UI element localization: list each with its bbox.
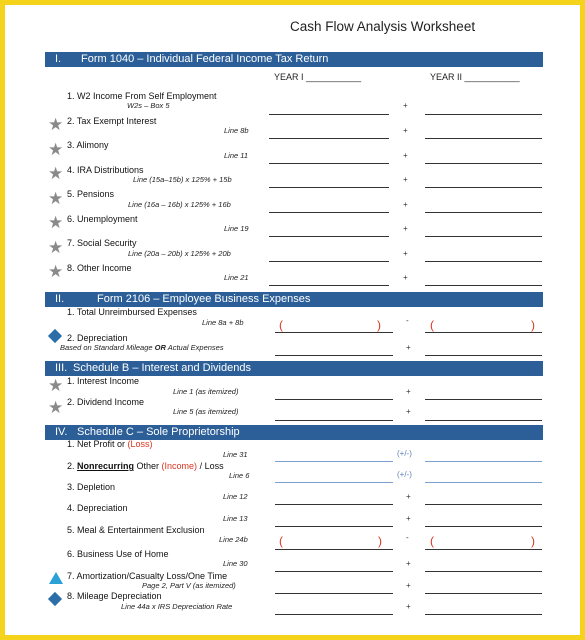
s4-row-5-label: 5. Meal & Entertainment Exclusion bbox=[67, 525, 205, 535]
s1-row-4-year2-field[interactable] bbox=[425, 187, 542, 188]
section-number: II. bbox=[55, 293, 65, 305]
s1-row-5-year1-field[interactable] bbox=[269, 212, 389, 213]
s2-row-2-sub: Based on Standard Mileage OR Actual Expenses bbox=[60, 343, 224, 352]
s4-row-2-op: (+/-) bbox=[397, 470, 412, 479]
s2-row-2-year1-field[interactable] bbox=[275, 355, 393, 356]
s1-row-6-label: 6. Unemployment bbox=[67, 214, 138, 224]
s1-row-7-op: + bbox=[403, 249, 408, 258]
s1-row-8-sub: Line 21 bbox=[224, 273, 249, 282]
s1-row-8-op: + bbox=[403, 273, 408, 282]
s4-row-5-year1-field[interactable] bbox=[275, 549, 393, 550]
s3-row-1-year1-field[interactable] bbox=[275, 399, 393, 400]
s1-row-3-year1-field[interactable] bbox=[269, 163, 389, 164]
s2-row-2-op: + bbox=[406, 343, 411, 352]
s1-row-3-label: 3. Alimony bbox=[67, 140, 109, 150]
s1-row-7-label: 7. Social Security bbox=[67, 238, 137, 248]
s1-row-1-year2-field[interactable] bbox=[425, 114, 542, 115]
s1-row-7-year1-field[interactable] bbox=[269, 261, 389, 262]
s4-row-2-label: 2. Nonrecurring Other (Income) / Loss bbox=[67, 461, 224, 471]
s2-row-1-paren-open-2: ( bbox=[430, 318, 434, 332]
s1-row-5-year2-field[interactable] bbox=[425, 212, 542, 213]
s2-row-1-op: - bbox=[406, 316, 409, 325]
s4-row-6-year1-field[interactable] bbox=[275, 571, 393, 572]
s4-row-7-year2-field[interactable] bbox=[425, 593, 542, 594]
page-title: Cash Flow Analysis Worksheet bbox=[290, 19, 476, 34]
s2-row-1-paren-close: ) bbox=[377, 318, 381, 332]
star-icon: ★ bbox=[48, 376, 64, 395]
s4-row-3-op: + bbox=[406, 492, 411, 501]
section-label: Schedule C – Sole Proprietorship bbox=[77, 426, 240, 438]
s1-row-4-sub: Line (15a–15b) x 125% + 15b bbox=[133, 175, 232, 184]
s1-row-3-op: + bbox=[403, 151, 408, 160]
s1-row-5-label: 5. Pensions bbox=[67, 189, 115, 199]
s4-row-5-paren-open-2: ( bbox=[430, 534, 434, 548]
s3-row-2-year2-field[interactable] bbox=[425, 420, 542, 421]
section-header-2 bbox=[45, 292, 543, 307]
s4-row-4-sub: Line 13 bbox=[223, 514, 248, 523]
s1-row-8-year1-field[interactable] bbox=[269, 285, 389, 286]
s1-row-1-label: 1. W2 Income From Self Employment bbox=[67, 91, 217, 101]
s4-row-1-sub: Line 31 bbox=[223, 450, 248, 459]
s4-row-5-paren-close-2: ) bbox=[531, 534, 535, 548]
s3-row-2-label: 2. Dividend Income bbox=[67, 397, 145, 407]
s4-row-7-sub: Page 2, Part V (as itemized) bbox=[142, 581, 236, 590]
s4-row-5-paren-close: ) bbox=[378, 534, 382, 548]
s2-row-2-year2-field[interactable] bbox=[425, 355, 542, 356]
s4-row-7-label: 7. Amortization/Casualty Loss/One Time bbox=[67, 571, 228, 581]
s1-row-2-year2-field[interactable] bbox=[425, 138, 542, 139]
s4-row-6-op: + bbox=[406, 559, 411, 568]
s1-row-5-op: + bbox=[403, 200, 408, 209]
s4-row-3-year1-field[interactable] bbox=[275, 504, 393, 505]
section-header-3 bbox=[45, 361, 543, 376]
section-header-4 bbox=[45, 425, 543, 440]
s1-row-6-sub: Line 19 bbox=[224, 224, 249, 233]
s1-row-2-op: + bbox=[403, 126, 408, 135]
s1-row-2-sub: Line 8b bbox=[224, 126, 249, 135]
s4-row-3-sub: Line 12 bbox=[223, 492, 248, 501]
s4-row-4-label: 4. Depreciation bbox=[67, 503, 128, 513]
star-icon: ★ bbox=[48, 140, 64, 159]
section-label: Schedule B – Interest and Dividends bbox=[73, 362, 251, 374]
s3-row-2-op: + bbox=[406, 407, 411, 416]
s1-row-3-year2-field[interactable] bbox=[425, 163, 542, 164]
s4-row-2-year2-field[interactable] bbox=[425, 482, 542, 483]
section-number: IV. bbox=[55, 426, 68, 438]
s4-row-5-sub: Line 24b bbox=[219, 535, 248, 544]
s1-row-6-year1-field[interactable] bbox=[269, 236, 389, 237]
s1-row-4-op: + bbox=[403, 175, 408, 184]
s1-row-4-label: 4. IRA Distributions bbox=[67, 165, 144, 175]
s3-row-2-sub: Line 5 (as itemized) bbox=[173, 407, 239, 416]
s3-row-1-sub: Line 1 (as itemized) bbox=[173, 387, 239, 396]
s4-row-5-year2-field[interactable] bbox=[425, 549, 542, 550]
s4-row-1-label: 1. Net Profit or (Loss) bbox=[67, 439, 153, 449]
s1-row-3-sub: Line 11 bbox=[224, 151, 249, 160]
star-icon: ★ bbox=[48, 398, 64, 417]
section-number: I. bbox=[55, 53, 62, 65]
star-icon: ★ bbox=[48, 213, 64, 232]
worksheet-page bbox=[5, 5, 580, 635]
s2-row-1-paren-close-2: ) bbox=[531, 318, 535, 332]
s4-row-8-year1-field[interactable] bbox=[275, 614, 393, 615]
s4-row-7-year1-field[interactable] bbox=[275, 593, 393, 594]
s1-row-6-op: + bbox=[403, 224, 408, 233]
s1-row-8-year2-field[interactable] bbox=[425, 285, 542, 286]
s3-row-2-year1-field[interactable] bbox=[275, 420, 393, 421]
s2-row-1-sub: Line 8a + 8b bbox=[202, 318, 244, 327]
s1-row-2-label: 2. Tax Exempt Interest bbox=[67, 116, 157, 126]
s4-row-2-year1-field[interactable] bbox=[275, 482, 393, 483]
s1-row-1-sub: W2s – Box 5 bbox=[127, 101, 170, 110]
star-icon: ★ bbox=[48, 189, 64, 208]
year-1-header: YEAR I ___________ bbox=[274, 72, 362, 82]
s1-row-4-year1-field[interactable] bbox=[269, 187, 389, 188]
s4-row-5-paren-open: ( bbox=[279, 534, 283, 548]
s4-row-1-year2-field[interactable] bbox=[425, 461, 542, 462]
s1-row-7-sub: Line (20a – 20b) x 125% + 20b bbox=[128, 249, 231, 258]
s4-row-4-year1-field[interactable] bbox=[275, 526, 393, 527]
s2-row-1-year2-field[interactable] bbox=[425, 332, 542, 333]
s4-row-7-op: + bbox=[406, 581, 411, 590]
s4-row-3-year2-field[interactable] bbox=[425, 504, 542, 505]
section-label: Form 2106 – Employee Business Expenses bbox=[97, 293, 311, 305]
star-icon: ★ bbox=[48, 238, 64, 257]
s2-row-2-label: 2. Depreciation bbox=[67, 333, 128, 343]
diamond-icon bbox=[48, 592, 62, 606]
s4-row-1-year1-field[interactable] bbox=[275, 461, 393, 462]
s4-row-8-sub: Line 44a x IRS Depreciation Rate bbox=[121, 602, 233, 611]
s3-row-1-year2-field[interactable] bbox=[425, 399, 542, 400]
s4-row-6-sub: Line 30 bbox=[223, 559, 248, 568]
year-2-header: YEAR II ___________ bbox=[430, 72, 520, 82]
s4-row-4-op: + bbox=[406, 514, 411, 523]
s2-row-1-label: 1. Total Unreimbursed Expenses bbox=[67, 307, 197, 317]
s1-row-1-year1-field[interactable] bbox=[269, 114, 389, 115]
s1-row-8-label: 8. Other Income bbox=[67, 263, 132, 273]
s1-row-1-op: + bbox=[403, 101, 408, 110]
s4-row-2-sub: Line 6 bbox=[229, 471, 250, 480]
s4-row-6-year2-field[interactable] bbox=[425, 571, 542, 572]
s4-row-1-op: (+/-) bbox=[397, 449, 412, 458]
s4-row-8-label: 8. Mileage Depreciation bbox=[67, 591, 162, 601]
triangle-icon bbox=[49, 572, 63, 584]
s3-row-1-op: + bbox=[406, 387, 411, 396]
s4-row-4-year2-field[interactable] bbox=[425, 526, 542, 527]
s4-row-6-label: 6. Business Use of Home bbox=[67, 549, 169, 559]
star-icon: ★ bbox=[48, 164, 64, 183]
diamond-icon bbox=[48, 329, 62, 343]
star-icon: ★ bbox=[48, 262, 64, 281]
s1-row-6-year2-field[interactable] bbox=[425, 236, 542, 237]
s1-row-5-sub: Line (16a – 16b) x 125% + 16b bbox=[128, 200, 231, 209]
s4-row-3-label: 3. Depletion bbox=[67, 482, 116, 492]
s2-row-1-year1-field[interactable] bbox=[275, 332, 393, 333]
section-label: Form 1040 – Individual Federal Income Tax Return bbox=[81, 53, 329, 65]
star-icon: ★ bbox=[48, 115, 64, 134]
section-header-1 bbox=[45, 52, 543, 67]
section-number: III. bbox=[55, 362, 68, 374]
s4-row-8-year2-field[interactable] bbox=[425, 614, 542, 615]
s3-row-1-label: 1. Interest Income bbox=[67, 376, 140, 386]
s1-row-7-year2-field[interactable] bbox=[425, 261, 542, 262]
s4-row-5-op: - bbox=[406, 533, 409, 542]
s2-row-1-paren-open: ( bbox=[279, 318, 283, 332]
s1-row-2-year1-field[interactable] bbox=[269, 138, 389, 139]
s4-row-8-op: + bbox=[406, 602, 411, 611]
